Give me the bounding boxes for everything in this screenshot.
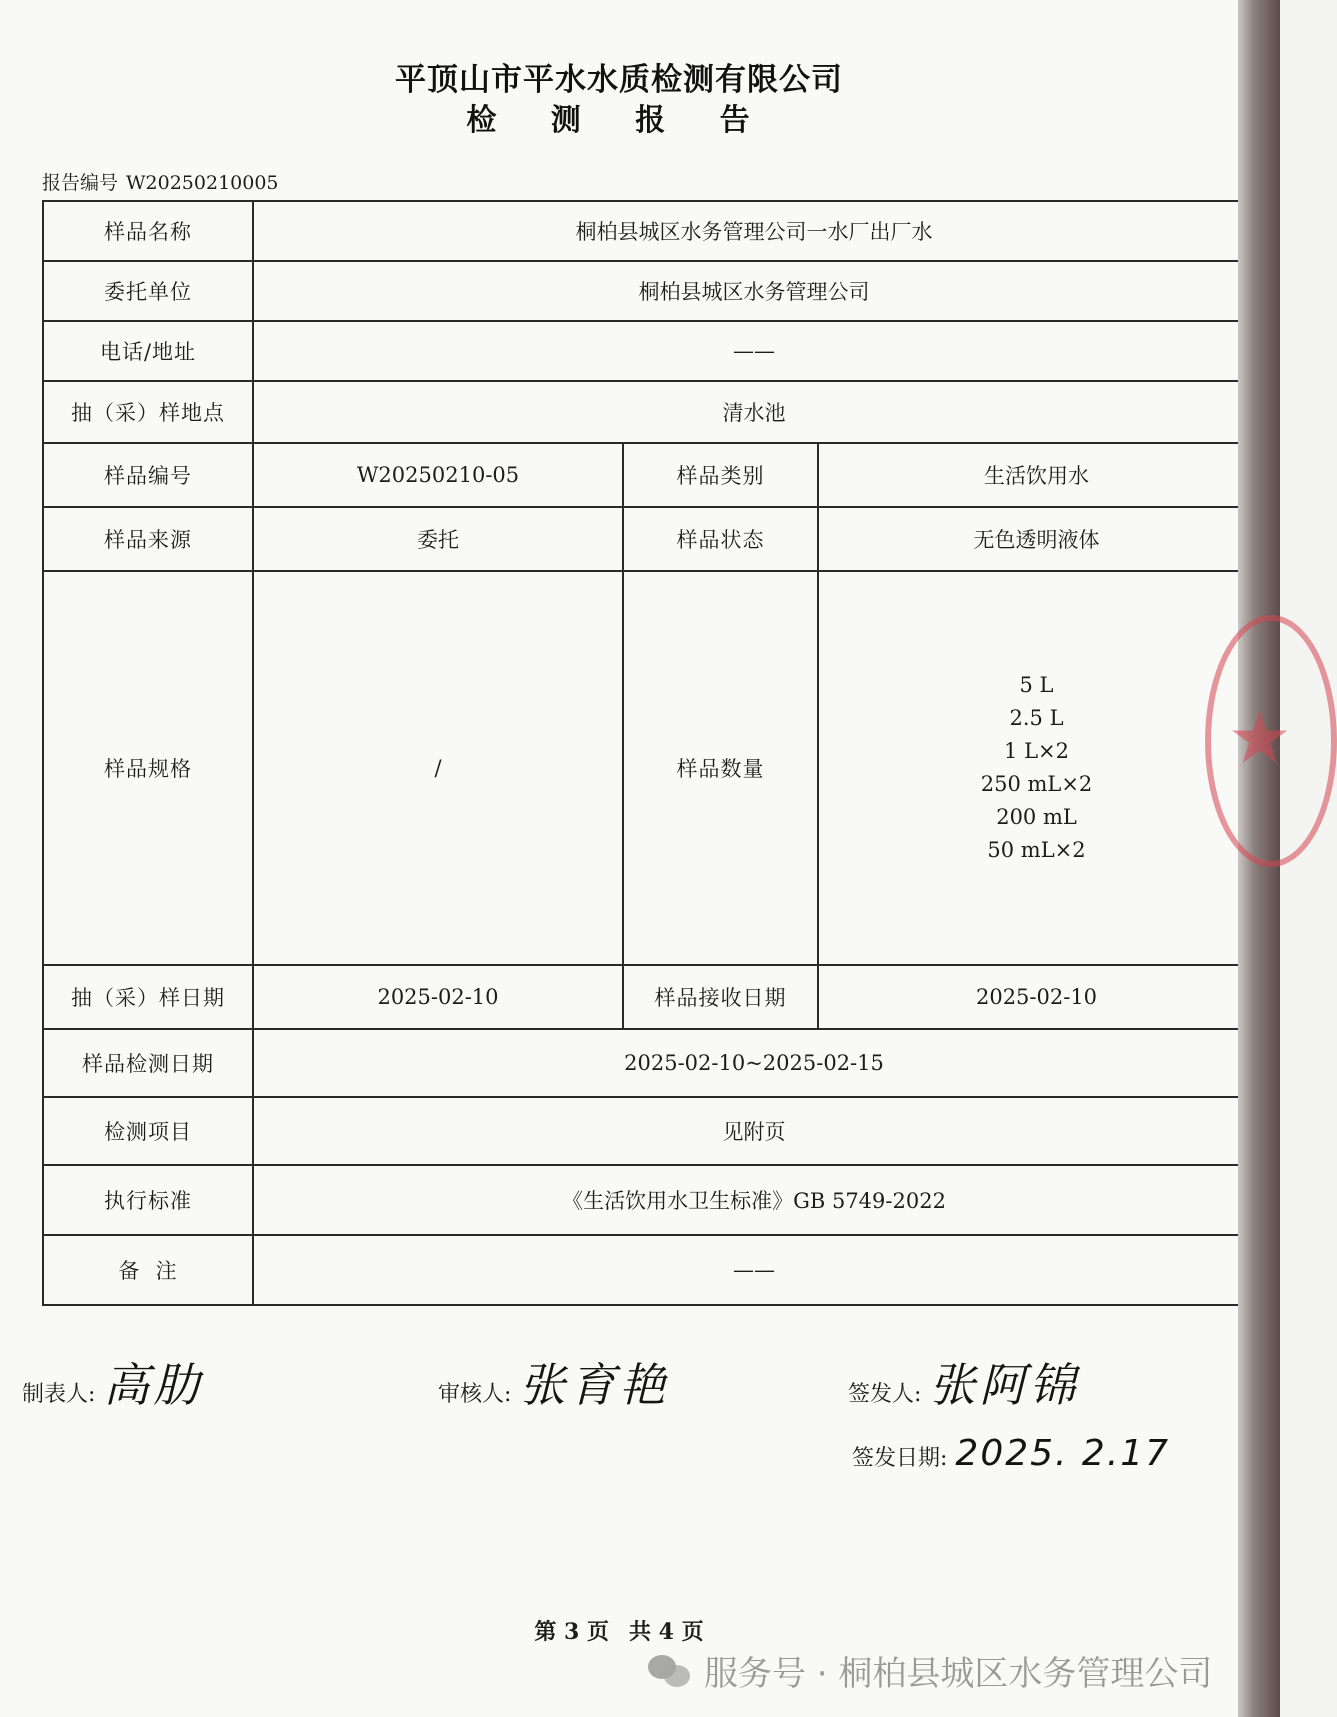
table-row <box>43 201 1255 261</box>
cell-label: 样品数量 <box>623 571 818 965</box>
cell-label: 样品检测日期 <box>43 1029 253 1097</box>
reviewer-label: 审核人: <box>438 1382 512 1407</box>
report-number <box>42 168 279 195</box>
table-row <box>43 965 1255 1029</box>
cell-label: 样品名称 <box>43 201 253 261</box>
cell-value: 2025-02-10~2025-02-15 <box>253 1029 1255 1097</box>
cell-value: 清水池 <box>253 381 1255 443</box>
quantity-cell <box>818 571 1255 965</box>
watermark-text: 服务号 · 桐柏县城区水务管理公司 <box>704 1654 1213 1694</box>
cell-label: 样品类别 <box>623 443 818 507</box>
issue-date <box>852 1433 1171 1474</box>
signature-area <box>0 1340 1238 1500</box>
cell-value: 2025-02-10 <box>818 965 1255 1029</box>
document-title: 检 测 报 告 <box>466 103 772 138</box>
cell-label: 样品来源 <box>43 507 253 571</box>
cell-label: 检测项目 <box>43 1097 253 1165</box>
table-row <box>43 1165 1255 1235</box>
page-footer <box>0 1615 1238 1646</box>
report-number-label: 报告编号 <box>42 172 119 194</box>
quantity-item: 50 mL×2 <box>987 838 1086 862</box>
issuer-handwriting: 张阿锦 <box>929 1358 1080 1412</box>
wechat-watermark <box>648 1646 1212 1695</box>
report-table <box>42 200 1256 1306</box>
cell-value: —— <box>253 321 1255 381</box>
cell-label: 样品接收日期 <box>623 965 818 1029</box>
cell-label: 样品规格 <box>43 571 253 965</box>
cell-label: 电话/地址 <box>43 321 253 381</box>
issue-date-handwriting: 2025. 2.17 <box>955 1433 1171 1474</box>
cell-value: 委托 <box>253 507 623 571</box>
table-row <box>43 321 1255 381</box>
quantity-item: 5 L <box>1019 673 1054 697</box>
issuer-label: 签发人: <box>848 1382 922 1407</box>
table-row <box>43 381 1255 443</box>
cell-label: 抽（采）样日期 <box>43 965 253 1029</box>
preparer-signature <box>22 1358 204 1412</box>
quantity-item: 250 mL×2 <box>980 772 1093 796</box>
seal-star-icon: ★ <box>1231 701 1289 776</box>
cell-label: 委托单位 <box>43 261 253 321</box>
table-row <box>43 1029 1255 1097</box>
issuer-signature <box>848 1358 1080 1412</box>
cell-label: 样品编号 <box>43 443 253 507</box>
cell-value: —— <box>253 1235 1255 1305</box>
cell-value: 生活饮用水 <box>818 443 1255 507</box>
page-total: 共 4 页 <box>629 1619 704 1645</box>
cell-label: 执行标准 <box>43 1165 253 1235</box>
report-number-value: W20250210005 <box>126 172 279 194</box>
company-title: 平顶山市平水水质检测有限公司 <box>395 62 843 98</box>
cell-label: 抽（采）样地点 <box>43 381 253 443</box>
cell-value: 桐柏县城区水务管理公司 <box>253 261 1255 321</box>
quantity-item: 2.5 L <box>1009 706 1064 730</box>
table-row <box>43 261 1255 321</box>
reviewer-signature <box>438 1358 670 1412</box>
cell-value: W20250210-05 <box>253 443 623 507</box>
quantity-item: 200 mL <box>996 805 1077 829</box>
preparer-label: 制表人: <box>22 1382 96 1407</box>
cell-value: 2025-02-10 <box>253 965 623 1029</box>
table-row <box>43 1235 1255 1305</box>
cell-value: 桐柏县城区水务管理公司一水厂出厂水 <box>253 201 1255 261</box>
cell-value: 见附页 <box>253 1097 1255 1165</box>
table-row <box>43 507 1255 571</box>
wechat-icon <box>648 1653 692 1689</box>
cell-label: 备 注 <box>43 1235 253 1305</box>
cell-label: 样品状态 <box>623 507 818 571</box>
issue-date-label: 签发日期: <box>852 1446 948 1471</box>
quantity-item: 1 L×2 <box>1004 739 1069 763</box>
cell-value: 无色透明液体 <box>818 507 1255 571</box>
preparer-handwriting: 高肋 <box>103 1358 204 1412</box>
table-row <box>43 443 1255 507</box>
official-seal <box>1205 615 1337 867</box>
cell-value: 《生活饮用水卫生标准》GB 5749-2022 <box>253 1165 1255 1235</box>
reviewer-handwriting: 张育艳 <box>519 1358 670 1412</box>
cell-value: / <box>253 571 623 965</box>
page-number: 第 3 页 <box>534 1619 609 1645</box>
table-row <box>43 1097 1255 1165</box>
table-row <box>43 571 1255 965</box>
